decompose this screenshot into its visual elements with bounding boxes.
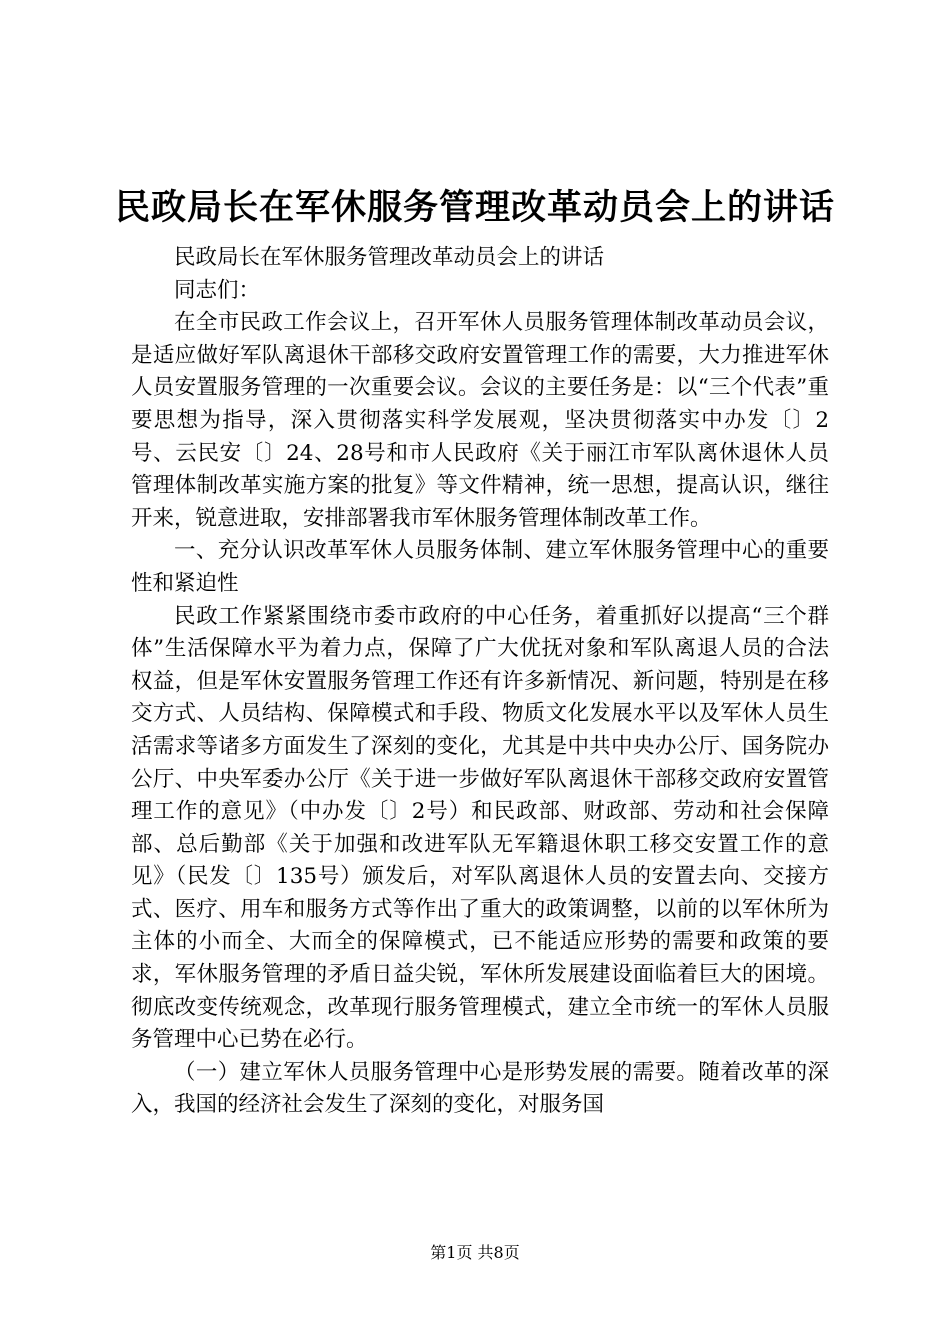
body-paragraph: 在全市民政工作会议上，召开军休人员服务管理体制改革动员会议，是适应做好军队离退休干部移交政府安置管理工作的需要，大力推进军休人员安置服务管理的一次重要会议。会议的主要任务是：以“三个代表”重要思想为指导，深入贯彻落实科学发展观，坚决贯彻落实中办发〔〕2号、云民安〔〕24、28号和市人民政府《关于丽江市军队离休退休人员管理体制改革实施方案的批复》等文件精神，统一思想，提高认识，继往开来，锐意进取，安排部署我市军休服务管理体制改革工作。 bbox=[131, 310, 829, 531]
page-footer: 第1页 共8页 bbox=[430, 1243, 520, 1262]
body-paragraph: （一）建立军休人员服务管理中心是形势发展的需要。随着改革的深入，我国的经济社会发生了深刻的变化，对服务国 bbox=[131, 1059, 829, 1118]
document-title: 民政局长在军休服务管理改革动员会上的讲话 bbox=[114, 187, 835, 228]
section-heading: 一、充分认识改革军休人员服务体制、建立军休服务管理中心的重要性和紧迫性 bbox=[131, 538, 829, 596]
subtitle-paragraph: 民政局长在军休服务管理改革动员会上的讲话 bbox=[174, 245, 605, 270]
salutation-paragraph: 同志们： bbox=[174, 277, 261, 303]
body-paragraph: 民政工作紧紧围绕市委市政府的中心任务，着重抓好以提高“三个群体”生活保障水平为着力点，保障了广大优抚对象和军队离退人员的合法权益，但是军休安置服务管理工作还有许多新情况、新问题，特别是在移交方式、人员结构、保障模式和手段、物质文化发展水平以及军休人员生活需求等诸多方面发生了深刻的变化，尤其是中共中央办公厅、国务院办公厅、中央军委办公厅《关于进一步做好军队离退休干部移交政府安置管理工作的意见》（中办发〔〕2号）和民政部、财政部、劳动和社会保障部、总后勤部《关于加强和改进军队无军籍退休职工移交安置工作的意见》（民发〔〕135号）颁发后，对军队离退休人员的安置去向、交接方式、医疗、用车和服务方式等作出了重大的政策调整，以前的以军休所为主体的小而全、大而全的保障模式，已不能适应形势的需要和政策的要求，军休服务管理的矛盾日益尖锐，军休所发展建设面临着巨大的困境。彻底改变传统观念，改革现行服务管理模式，建立全市统一的军休人员服务管理中心已势在必行。 bbox=[131, 603, 829, 1053]
document-body bbox=[131, 242, 829, 1122]
